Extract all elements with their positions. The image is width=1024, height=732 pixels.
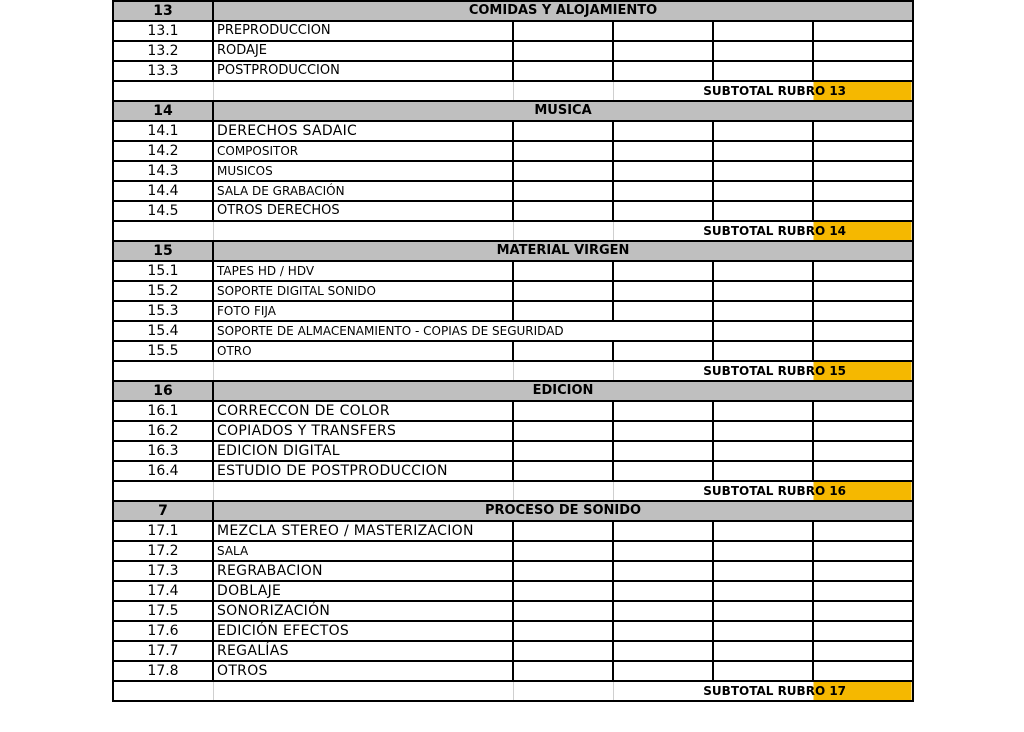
subtotal-blank: [113, 81, 213, 101]
item-label: REGALÍAS: [213, 641, 513, 661]
amount-cell[interactable]: [513, 521, 613, 541]
amount-cell[interactable]: [813, 621, 913, 641]
item-label: REGRABACION: [213, 561, 513, 581]
amount-cell[interactable]: [713, 601, 813, 621]
amount-cell[interactable]: [713, 581, 813, 601]
item-code: 13.1: [113, 21, 213, 41]
item-label: OTROS: [213, 661, 513, 681]
amount-cell[interactable]: [713, 61, 813, 81]
item-code: 16.2: [113, 421, 213, 441]
item-label: COPIADOS Y TRANSFERS: [213, 421, 513, 441]
amount-cell[interactable]: [713, 461, 813, 481]
amount-cell[interactable]: [513, 581, 613, 601]
item-label: SALA: [213, 541, 513, 561]
amount-cell[interactable]: [513, 301, 613, 321]
subtotal-blank: [213, 221, 513, 241]
item-label: PREPRODUCCION: [213, 21, 513, 41]
amount-cell[interactable]: [713, 641, 813, 661]
item-label: DERECHOS SADAIC: [213, 121, 513, 141]
amount-cell[interactable]: [713, 121, 813, 141]
amount-cell[interactable]: [813, 581, 913, 601]
amount-cell[interactable]: [613, 201, 713, 221]
section-code: 14: [113, 101, 213, 121]
item-label: OTRO: [213, 341, 513, 361]
subtotal-label: SUBTOTAL RUBRO 13: [613, 81, 913, 101]
amount-cell[interactable]: [813, 341, 913, 361]
item-code: 16.1: [113, 401, 213, 421]
amount-cell[interactable]: [813, 541, 913, 561]
amount-cell[interactable]: [813, 261, 913, 281]
section-header-row: [113, 381, 913, 401]
item-code: 15.5: [113, 341, 213, 361]
amount-cell[interactable]: [813, 321, 913, 341]
item-code: 17.6: [113, 621, 213, 641]
item-label: SOPORTE DE ALMACENAMIENTO - COPIAS DE SEGURIDAD: [213, 321, 713, 341]
section-code: 13: [113, 1, 213, 21]
amount-cell[interactable]: [513, 401, 613, 421]
amount-cell[interactable]: [513, 461, 613, 481]
subtotal-label: SUBTOTAL RUBRO 17: [613, 681, 913, 701]
item-label: SALA DE GRABACIÓN: [213, 181, 513, 201]
amount-cell[interactable]: [813, 301, 913, 321]
item-code: 15.3: [113, 301, 213, 321]
section-title: PROCESO DE SONIDO: [213, 501, 913, 521]
item-code: 14.2: [113, 141, 213, 161]
item-label: FOTO FIJA: [213, 301, 513, 321]
amount-cell[interactable]: [713, 441, 813, 461]
item-row: [113, 121, 913, 141]
item-label: ESTUDIO DE POSTPRODUCCION: [213, 461, 513, 481]
item-row: [113, 321, 913, 341]
subtotal-blank: [113, 681, 213, 701]
amount-cell[interactable]: [513, 421, 613, 441]
item-code: 15.1: [113, 261, 213, 281]
amount-cell[interactable]: [713, 41, 813, 61]
item-code: 13.3: [113, 61, 213, 81]
section-title: COMIDAS Y ALOJAMIENTO: [213, 1, 913, 21]
item-row: [113, 661, 913, 681]
amount-cell[interactable]: [713, 261, 813, 281]
item-code: 14.1: [113, 121, 213, 141]
section-title: MUSICA: [213, 101, 913, 121]
amount-cell[interactable]: [713, 421, 813, 441]
item-code: 16.4: [113, 461, 213, 481]
amount-cell[interactable]: [713, 521, 813, 541]
subtotal-label: SUBTOTAL RUBRO 16: [613, 481, 913, 501]
item-row: [113, 261, 913, 281]
subtotal-blank: [513, 361, 613, 381]
amount-cell[interactable]: [513, 201, 613, 221]
item-code: 17.2: [113, 541, 213, 561]
amount-cell[interactable]: [713, 621, 813, 641]
amount-cell[interactable]: [513, 441, 613, 461]
amount-cell[interactable]: [613, 461, 713, 481]
item-row: [113, 61, 913, 81]
amount-cell[interactable]: [813, 661, 913, 681]
amount-cell[interactable]: [613, 401, 713, 421]
subtotal-blank: [213, 481, 513, 501]
amount-cell[interactable]: [513, 661, 613, 681]
amount-cell[interactable]: [613, 61, 713, 81]
item-row: [113, 181, 913, 201]
item-code: 13.2: [113, 41, 213, 61]
amount-cell[interactable]: [813, 161, 913, 181]
amount-cell[interactable]: [513, 161, 613, 181]
amount-cell[interactable]: [813, 601, 913, 621]
amount-cell[interactable]: [813, 421, 913, 441]
item-row: [113, 521, 913, 541]
amount-cell[interactable]: [613, 601, 713, 621]
amount-cell[interactable]: [813, 181, 913, 201]
item-row: [113, 441, 913, 461]
subtotal-label: SUBTOTAL RUBRO 14: [613, 221, 913, 241]
amount-cell[interactable]: [513, 21, 613, 41]
item-row: [113, 581, 913, 601]
item-row: [113, 541, 913, 561]
amount-cell[interactable]: [813, 521, 913, 541]
amount-cell[interactable]: [813, 461, 913, 481]
amount-cell[interactable]: [713, 401, 813, 421]
item-label: POSTPRODUCCION: [213, 61, 513, 81]
amount-cell[interactable]: [513, 181, 613, 201]
item-label: EDICIÓN EFECTOS: [213, 621, 513, 641]
amount-cell[interactable]: [513, 601, 613, 621]
subtotal-blank: [213, 81, 513, 101]
amount-cell[interactable]: [513, 141, 613, 161]
amount-cell[interactable]: [513, 541, 613, 561]
section-title: MATERIAL VIRGEN: [213, 241, 913, 261]
item-label: RODAJE: [213, 41, 513, 61]
item-code: 17.5: [113, 601, 213, 621]
amount-cell[interactable]: [513, 41, 613, 61]
item-label: SONORIZACIÓN: [213, 601, 513, 621]
amount-cell[interactable]: [613, 561, 713, 581]
amount-cell[interactable]: [713, 141, 813, 161]
section-code: 7: [113, 501, 213, 521]
item-row: [113, 21, 913, 41]
item-label: COMPOSITOR: [213, 141, 513, 161]
item-row: [113, 561, 913, 581]
item-row: [113, 461, 913, 481]
item-label: DOBLAJE: [213, 581, 513, 601]
amount-cell[interactable]: [613, 121, 713, 141]
item-code: 17.8: [113, 661, 213, 681]
amount-cell[interactable]: [813, 121, 913, 141]
amount-cell[interactable]: [513, 61, 613, 81]
amount-cell[interactable]: [713, 661, 813, 681]
amount-cell[interactable]: [613, 441, 713, 461]
amount-cell[interactable]: [513, 561, 613, 581]
amount-cell[interactable]: [813, 641, 913, 661]
amount-cell[interactable]: [613, 261, 713, 281]
amount-cell[interactable]: [713, 561, 813, 581]
item-row: [113, 281, 913, 301]
subtotal-blank: [513, 81, 613, 101]
subtotal-blank: [513, 481, 613, 501]
section-header-row: [113, 501, 913, 521]
amount-cell[interactable]: [713, 161, 813, 181]
section-header-row: [113, 1, 913, 21]
amount-cell[interactable]: [613, 661, 713, 681]
amount-cell[interactable]: [713, 21, 813, 41]
amount-cell[interactable]: [513, 261, 613, 281]
item-code: 14.3: [113, 161, 213, 181]
subtotal-blank: [513, 681, 613, 701]
amount-cell[interactable]: [713, 321, 813, 341]
amount-cell[interactable]: [513, 621, 613, 641]
amount-cell[interactable]: [613, 641, 713, 661]
budget-table: [112, 0, 914, 702]
amount-cell[interactable]: [513, 281, 613, 301]
item-code: 14.5: [113, 201, 213, 221]
subtotal-row: [113, 481, 913, 501]
amount-cell[interactable]: [513, 121, 613, 141]
item-code: 15.4: [113, 321, 213, 341]
amount-cell[interactable]: [813, 401, 913, 421]
item-row: [113, 141, 913, 161]
subtotal-blank: [513, 221, 613, 241]
item-code: 15.2: [113, 281, 213, 301]
subtotal-row: [113, 681, 913, 701]
subtotal-label: SUBTOTAL RUBRO 15: [613, 361, 913, 381]
amount-cell[interactable]: [713, 301, 813, 321]
section-header-row: [113, 101, 913, 121]
amount-cell[interactable]: [813, 561, 913, 581]
subtotal-blank: [113, 481, 213, 501]
item-label: SOPORTE DIGITAL SONIDO: [213, 281, 513, 301]
item-row: [113, 421, 913, 441]
item-row: [113, 641, 913, 661]
section-header-row: [113, 241, 913, 261]
subtotal-blank: [113, 361, 213, 381]
amount-cell[interactable]: [613, 621, 713, 641]
amount-cell[interactable]: [813, 141, 913, 161]
subtotal-blank: [113, 221, 213, 241]
subtotal-row: [113, 221, 913, 241]
item-label: MUSICOS: [213, 161, 513, 181]
amount-cell[interactable]: [613, 141, 713, 161]
item-label: CORRECCON DE COLOR: [213, 401, 513, 421]
amount-cell[interactable]: [813, 21, 913, 41]
item-row: [113, 41, 913, 61]
item-row: [113, 401, 913, 421]
item-row: [113, 301, 913, 321]
amount-cell[interactable]: [613, 41, 713, 61]
amount-cell[interactable]: [713, 341, 813, 361]
section-title: EDICION: [213, 381, 913, 401]
item-row: [113, 341, 913, 361]
item-label: EDICION DIGITAL: [213, 441, 513, 461]
amount-cell[interactable]: [613, 21, 713, 41]
amount-cell[interactable]: [613, 421, 713, 441]
amount-cell[interactable]: [613, 301, 713, 321]
item-row: [113, 621, 913, 641]
item-row: [113, 601, 913, 621]
amount-cell[interactable]: [613, 581, 713, 601]
item-code: 17.3: [113, 561, 213, 581]
amount-cell[interactable]: [813, 61, 913, 81]
item-label: TAPES HD / HDV: [213, 261, 513, 281]
item-code: 17.4: [113, 581, 213, 601]
amount-cell[interactable]: [513, 641, 613, 661]
amount-cell[interactable]: [813, 441, 913, 461]
amount-cell[interactable]: [613, 181, 713, 201]
item-row: [113, 161, 913, 181]
amount-cell[interactable]: [713, 181, 813, 201]
amount-cell[interactable]: [813, 201, 913, 221]
item-label: MEZCLA STEREO / MASTERIZACION: [213, 521, 513, 541]
section-code: 15: [113, 241, 213, 261]
item-row: [113, 201, 913, 221]
item-code: 17.1: [113, 521, 213, 541]
subtotal-blank: [213, 361, 513, 381]
amount-cell[interactable]: [813, 281, 913, 301]
subtotal-row: [113, 81, 913, 101]
section-code: 16: [113, 381, 213, 401]
amount-cell[interactable]: [613, 341, 713, 361]
item-label: OTROS DERECHOS: [213, 201, 513, 221]
amount-cell[interactable]: [713, 201, 813, 221]
amount-cell[interactable]: [813, 41, 913, 61]
subtotal-row: [113, 361, 913, 381]
item-code: 17.7: [113, 641, 213, 661]
amount-cell[interactable]: [613, 541, 713, 561]
amount-cell[interactable]: [613, 161, 713, 181]
amount-cell[interactable]: [613, 281, 713, 301]
item-code: 14.4: [113, 181, 213, 201]
amount-cell[interactable]: [613, 521, 713, 541]
amount-cell[interactable]: [713, 281, 813, 301]
item-code: 16.3: [113, 441, 213, 461]
subtotal-blank: [213, 681, 513, 701]
amount-cell[interactable]: [713, 541, 813, 561]
amount-cell[interactable]: [513, 341, 613, 361]
